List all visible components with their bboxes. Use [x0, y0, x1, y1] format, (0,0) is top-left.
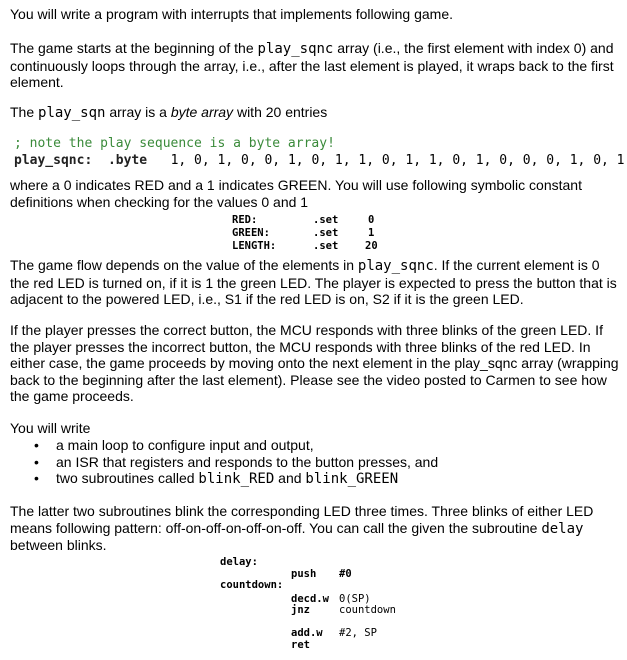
- list-item: [28, 470, 438, 488]
- asm-instr-add: add.w: [291, 627, 323, 639]
- constant-directive-length: .set: [313, 240, 339, 252]
- emphasis-text: byte array: [170, 104, 234, 120]
- inline-code: play_sqnc: [257, 41, 334, 57]
- constant-value-green: 1: [368, 227, 375, 239]
- text-segment: with 20 entries: [233, 104, 328, 120]
- code-label: play_sqnc:: [14, 153, 93, 168]
- text-segment: an ISR that registers and responds to the button presses, and: [56, 453, 439, 470]
- text-segment: The game flow depends on the value of the elements in: [10, 257, 358, 273]
- constant-name-green: GREEN:: [232, 227, 270, 239]
- code-array-definition: [14, 153, 625, 168]
- intro-text: You will write a program with interrupts that implements following game.: [10, 6, 454, 22]
- constant-name-length: LENGTH:: [232, 240, 277, 252]
- code-directive: .byte: [107, 153, 148, 168]
- asm-instr-ret: ret: [291, 639, 310, 651]
- asm-arg-push: #0: [339, 568, 352, 580]
- asm-label-delay: delay:: [220, 556, 258, 568]
- inline-code: blink_RED: [198, 471, 275, 488]
- inline-code: play_sqnc: [357, 258, 434, 274]
- list-item: [28, 437, 438, 454]
- inline-code: delay: [541, 520, 584, 537]
- code-values: 1, 0, 1, 0, 0, 1, 0, 1, 1, 0, 1, 1, 0, 1, 0, 0, 0, 1, 0, 1: [170, 153, 625, 168]
- text-segment: array (i.e., the first element with index 0) and continuously loops through the array, i.e., after the last element is played, it wraps back to the first element.: [10, 40, 614, 90]
- list-item: [28, 454, 438, 471]
- paragraph-constants-intro: where a 0 indicates RED and a 1 indicates GREEN. You will use following symbolic constant definitions when checking for the values 0 and 1: [10, 177, 582, 210]
- text-segment: The latter two subroutines blink the corresponding LED three times. Three blinks of either LED means following pattern: off-on-off-on-off-on-off. You can call the given the subroutine: [10, 503, 594, 536]
- paragraph-array-description: [10, 40, 620, 91]
- you-will-write-heading: You will write: [10, 420, 91, 436]
- asm-arg-jnz: countdown: [339, 604, 396, 616]
- text-segment: array is a: [105, 104, 171, 120]
- constant-value-length: 20: [365, 240, 378, 252]
- text-segment: The game starts at the beginning of the: [10, 40, 258, 56]
- paragraph-button-response: If the player presses the correct button, the MCU responds with three blinks of the green LED. If the player presses the incorrect button, the MCU responds with three blinks of the red LED. In either case, the game proceeds by moving onto the next element in the play_sqnc array (wrapping back to the beginning after the last element). Please see the video posted to Carmen to see how the game proceeds.: [10, 322, 619, 404]
- asm-instr-push: push: [291, 568, 317, 580]
- text-segment: two subroutines called: [56, 470, 199, 487]
- paragraph-game-flow: [10, 257, 620, 308]
- asm-label-countdown: countdown:: [220, 579, 284, 591]
- text-segment: between blinks.: [10, 537, 107, 553]
- text-segment: . If the current element is 0 the red LED is turned on, if it is 1 the green LED. The player is expected to press the button that is adjacent to the powered LED, i.e., S1 if the red LED is on, S2 if it is the green LED.: [10, 257, 617, 307]
- requirements-list: [28, 437, 438, 488]
- asm-arg-decd: 0(SP): [339, 593, 371, 605]
- text-segment: a main loop to configure input and output,: [56, 437, 314, 453]
- constant-name-red: RED:: [232, 214, 258, 226]
- text-segment: The: [10, 104, 39, 120]
- constant-directive-red: .set: [313, 214, 339, 226]
- constant-directive-green: .set: [313, 227, 339, 239]
- text-segment: and: [274, 470, 306, 487]
- paragraph-blink-pattern: [10, 503, 620, 554]
- asm-arg-add: #2, SP: [339, 627, 377, 639]
- paragraph-byte-array: [10, 104, 620, 122]
- inline-code: blink_GREEN: [305, 471, 399, 488]
- inline-code: play_sqn: [38, 105, 106, 121]
- code-comment: ; note the play sequence is a byte array!: [14, 136, 335, 151]
- asm-instr-jnz: jnz: [291, 604, 310, 616]
- constant-value-red: 0: [368, 214, 375, 226]
- asm-instr-decd: decd.w: [291, 593, 329, 605]
